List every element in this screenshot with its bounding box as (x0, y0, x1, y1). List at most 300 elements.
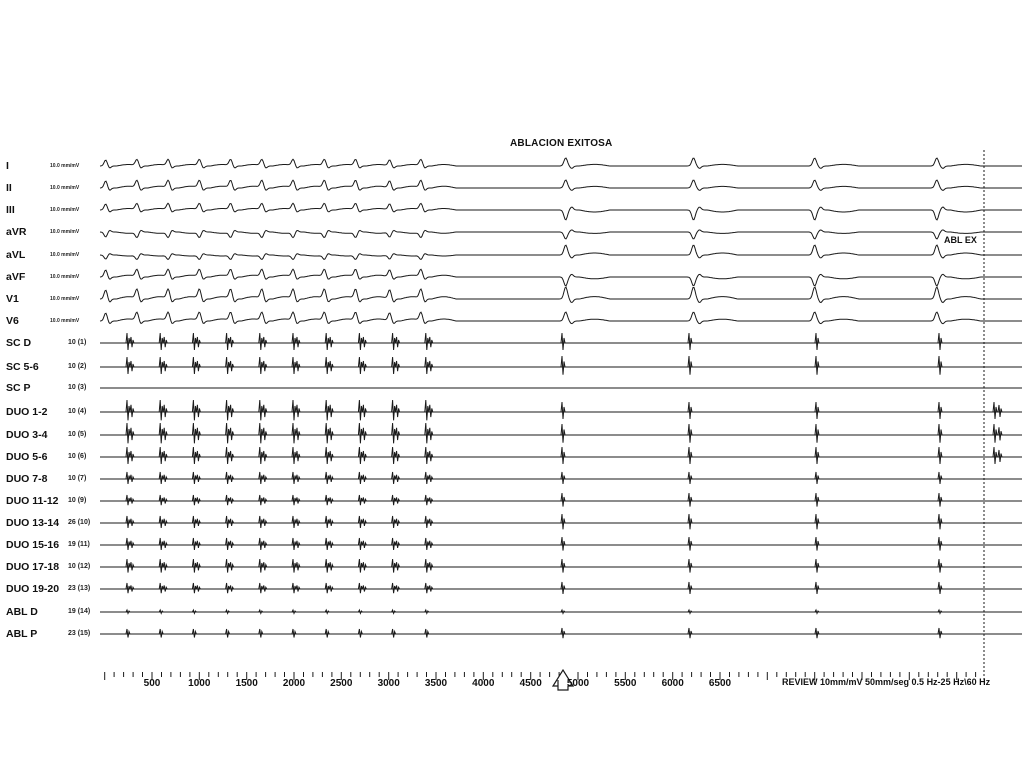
egm-spike (226, 559, 230, 573)
lead-label: DUO 11-12 (6, 495, 59, 507)
egm-spike (396, 585, 400, 591)
egm-spike (688, 356, 692, 375)
egm-spike (429, 451, 433, 461)
egm-spike (126, 559, 130, 573)
lead-gain: 19 (14) (68, 608, 91, 615)
egm-spike (815, 447, 819, 464)
egm-spike (429, 497, 433, 503)
egm-spike (561, 493, 565, 507)
egm-spike (126, 447, 130, 464)
lead-label: DUO 5-6 (6, 451, 48, 463)
recording-settings: REVIEW 10mm/mV 50mm/seg 0.5 Hz-25 Hz\60 Hz (782, 677, 991, 687)
egm-spike (815, 424, 819, 443)
egm-spike (259, 610, 263, 613)
lead-label: SC 5-6 (6, 361, 39, 373)
lead-label: SC D (6, 337, 32, 349)
trace-lead-0 (100, 158, 1022, 168)
lead-gain: 10 (4) (68, 408, 87, 415)
egm-spike (126, 610, 130, 613)
egm-spike (815, 402, 819, 419)
egm-spike (230, 337, 234, 347)
egm-spike (163, 428, 167, 440)
lead-label: DUO 19-20 (6, 583, 60, 595)
egm-spike (296, 541, 300, 548)
egm-spike (296, 361, 300, 371)
egm-spike (993, 447, 997, 464)
egm-spike (163, 361, 167, 371)
egm-spike (429, 475, 433, 482)
lead-label: DUO 17-18 (6, 561, 60, 573)
egm-spike (392, 583, 396, 593)
egm-spike (429, 337, 433, 347)
egm-spike (325, 447, 329, 464)
egm-spike (259, 495, 263, 505)
egm-spike (938, 610, 942, 613)
egm-spike (362, 475, 366, 482)
egm-spike (163, 519, 167, 526)
axis-tick-label: 500 (143, 678, 161, 689)
egm-spike (429, 405, 433, 417)
ecg-waveform (100, 312, 1022, 324)
egm-spike (159, 423, 163, 443)
egm-spike (815, 559, 819, 573)
egm-spike (196, 405, 200, 417)
egm-spike (130, 405, 134, 417)
egm-spike (192, 423, 196, 443)
lead-gain: 10 (9) (68, 497, 87, 504)
egm-spike (392, 516, 396, 528)
egm-spike (425, 629, 429, 638)
egm-spike (325, 629, 329, 638)
egm-spike (126, 538, 130, 550)
egm-spike (192, 357, 196, 374)
trace-lead-19 (100, 582, 1022, 594)
egm-spike (130, 585, 134, 591)
lead-label: DUO 3-4 (6, 429, 48, 441)
egm-spike (226, 333, 230, 350)
lead-label: aVF (6, 271, 26, 283)
egm-spike (688, 447, 692, 464)
lead-label: ABL P (6, 628, 38, 640)
egm-spike (226, 583, 230, 593)
axis-tick-label: 3500 (424, 678, 448, 689)
egm-spike (192, 610, 196, 613)
egm-spike (358, 357, 362, 374)
lead-gain: 10 (12) (68, 563, 91, 570)
egm-spike (425, 423, 429, 443)
egm-spike (192, 516, 196, 528)
egm-spike (159, 400, 163, 420)
egm-spike (159, 472, 163, 484)
lead-gain: 10 (3) (68, 384, 87, 391)
egm-spike (329, 519, 333, 526)
egm-spike (292, 538, 296, 550)
egm-spike (362, 337, 366, 347)
egm-spike (130, 497, 134, 503)
egm-spike (126, 423, 130, 443)
trace-lead-17 (100, 537, 1022, 551)
egm-spike (126, 357, 130, 374)
egm-spike (292, 400, 296, 420)
egm-spike (396, 428, 400, 440)
lead-gain: 10 (6) (68, 453, 87, 460)
egm-spike (396, 497, 400, 503)
egm-spike (259, 423, 263, 443)
egm-spike (358, 538, 362, 550)
egm-spike (192, 333, 196, 350)
lead-gain: 10.0 mm/mV (50, 207, 80, 213)
egm-spike (362, 405, 366, 417)
egm-spike (429, 541, 433, 548)
lead-label: V1 (6, 293, 19, 305)
egm-spike (159, 357, 163, 374)
lead-label: DUO 13-14 (6, 517, 60, 529)
egm-spike (259, 559, 263, 573)
lead-label: V6 (6, 315, 19, 327)
egm-spike (938, 402, 942, 419)
event-title: ABLACION EXITOSA (510, 138, 613, 149)
lead-label: DUO 15-16 (6, 539, 60, 551)
egm-spike (429, 519, 433, 526)
egm-spike (226, 516, 230, 528)
egm-spike (358, 516, 362, 528)
egm-spike (688, 514, 692, 529)
egm-spike (362, 541, 366, 548)
egm-spike (263, 497, 267, 503)
egm-spike (126, 495, 130, 505)
egm-spike (296, 405, 300, 417)
egm-spike (292, 333, 296, 350)
egm-spike (226, 423, 230, 443)
egm-spike (296, 562, 300, 570)
lead-gain: 10.0 mm/mV (50, 185, 80, 191)
egm-spike (196, 451, 200, 461)
egm-spike (259, 472, 263, 484)
ecg-waveform (100, 203, 1022, 220)
egm-spike (993, 402, 997, 419)
lead-gain: 10 (5) (68, 431, 87, 438)
lead-gain: 10.0 mm/mV (50, 274, 80, 280)
egm-spike (362, 497, 366, 503)
egm-spike (425, 472, 429, 484)
egm-spike (561, 333, 565, 350)
axis-tick-label: 4000 (472, 678, 495, 689)
trace-lead-8 (100, 333, 1022, 350)
egm-spike (938, 514, 942, 529)
egm-spike (263, 405, 267, 417)
egm-spike (358, 583, 362, 593)
egm-spike (938, 628, 942, 638)
egm-spike (296, 428, 300, 440)
egm-spike (192, 583, 196, 593)
egm-spike (329, 562, 333, 570)
egm-spike (159, 538, 163, 550)
egm-spike (688, 402, 692, 419)
egm-spike (938, 559, 942, 573)
egm-spike (325, 538, 329, 550)
egm-spike (259, 447, 263, 464)
egm-spike (126, 516, 130, 528)
egm-spike (392, 495, 396, 505)
egm-spike (130, 519, 134, 526)
egm-spike (815, 472, 819, 484)
egm-spike (358, 423, 362, 443)
egm-spike (329, 337, 333, 347)
egm-spike (329, 585, 333, 591)
trace-lead-11 (100, 400, 1022, 420)
egm-spike (325, 472, 329, 484)
lead-label: aVL (6, 249, 26, 261)
egm-spike (425, 357, 429, 374)
egm-spike (362, 519, 366, 526)
egm-spike (196, 428, 200, 440)
egm-spike (688, 628, 692, 638)
egm-spike (998, 405, 1002, 417)
egm-spike (126, 629, 130, 638)
ecg-waveform (100, 245, 1022, 259)
ecg-waveform (100, 287, 1022, 302)
egm-spike (196, 562, 200, 570)
egm-spike (130, 337, 134, 347)
lead-label: II (6, 182, 12, 194)
lead-label: aVR (6, 226, 27, 238)
egm-spike (429, 361, 433, 371)
egm-spike (192, 400, 196, 420)
egm-spike (358, 400, 362, 420)
egm-spike (226, 357, 230, 374)
egm-spike (263, 475, 267, 482)
egm-spike (259, 629, 263, 638)
egm-spike (425, 333, 429, 350)
egm-spike (362, 451, 366, 461)
egm-spike (130, 451, 134, 461)
axis-tick-label: 5000 (566, 678, 590, 689)
egm-spike (159, 610, 163, 613)
egm-spike (688, 472, 692, 484)
egm-spike (292, 447, 296, 464)
axis-tick-label: 6000 (661, 678, 684, 689)
axis-tick-label: 2500 (330, 678, 353, 689)
egm-spike (425, 538, 429, 550)
egm-spike (159, 629, 163, 638)
egm-spike (938, 356, 942, 375)
egm-spike (259, 516, 263, 528)
egm-spike (815, 537, 819, 551)
ecg-waveform (100, 269, 1022, 286)
egm-spike (230, 475, 234, 482)
egm-spike (561, 472, 565, 484)
egm-spike (429, 562, 433, 570)
egm-spike (396, 361, 400, 371)
lead-label: DUO 1-2 (6, 406, 48, 418)
egm-spike (263, 562, 267, 570)
trace-lead-7 (100, 312, 1022, 324)
egm-spike (263, 541, 267, 548)
axis-tick-label: 6500 (708, 678, 732, 689)
egm-spike (358, 447, 362, 464)
egm-spike (815, 582, 819, 594)
lead-label: DUO 7-8 (6, 473, 48, 485)
egm-spike (561, 447, 565, 464)
egm-spike (192, 538, 196, 550)
ecg-waveform (100, 180, 1022, 190)
egm-spike (263, 337, 267, 347)
egm-spike (292, 495, 296, 505)
egm-spike (192, 472, 196, 484)
egm-spike (163, 475, 167, 482)
egm-spike (392, 423, 396, 443)
lead-gain: 10.0 mm/mV (50, 318, 80, 324)
egm-spike (192, 495, 196, 505)
trace-lead-9 (100, 356, 1022, 375)
egm-spike (325, 400, 329, 420)
egm-spike (292, 516, 296, 528)
egm-spike (230, 562, 234, 570)
egm-spike (993, 424, 997, 443)
egm-spike (938, 537, 942, 551)
egm-spike (325, 333, 329, 350)
trace-lead-5 (100, 269, 1022, 286)
egm-spike (226, 495, 230, 505)
egm-spike (296, 497, 300, 503)
egm-spike (130, 562, 134, 570)
egm-spike (362, 562, 366, 570)
egm-spike (325, 559, 329, 573)
lead-label: SC P (6, 382, 31, 394)
ecg-waveform (100, 158, 1022, 168)
egm-spike (329, 497, 333, 503)
egm-spike (329, 541, 333, 548)
lead-gain: 26 (10) (68, 519, 91, 526)
egm-spike (396, 541, 400, 548)
egm-spike (938, 447, 942, 464)
egm-spike (259, 333, 263, 350)
lead-gain: 10 (1) (68, 339, 87, 346)
egm-spike (325, 610, 329, 613)
egm-spike (815, 356, 819, 375)
egm-spike (126, 472, 130, 484)
egm-spike (163, 451, 167, 461)
egm-spike (163, 585, 167, 591)
egm-spike (192, 447, 196, 464)
egm-spike (392, 357, 396, 374)
egm-spike (130, 475, 134, 482)
egm-spike (425, 583, 429, 593)
lead-label: III (6, 204, 15, 216)
egm-spike (329, 451, 333, 461)
egm-spike (938, 472, 942, 484)
egm-spike (938, 333, 942, 350)
egm-spike (196, 541, 200, 548)
lead-gain: 23 (13) (68, 585, 91, 592)
lead-gain: 10.0 mm/mV (50, 163, 80, 169)
egm-spike (163, 405, 167, 417)
egm-spike (230, 405, 234, 417)
egm-spike (263, 361, 267, 371)
lead-gain: 10 (2) (68, 363, 87, 370)
egm-spike (226, 538, 230, 550)
egm-spike (396, 519, 400, 526)
egm-spike (296, 451, 300, 461)
egm-spike (938, 424, 942, 443)
egm-spike (396, 475, 400, 482)
egm-spike (196, 475, 200, 482)
ecg-waveform (100, 230, 1022, 239)
egm-spike (358, 472, 362, 484)
egm-spike (325, 495, 329, 505)
egm-spike (263, 428, 267, 440)
egm-spike (263, 585, 267, 591)
egm-spike (358, 333, 362, 350)
trace-lead-3 (100, 230, 1022, 239)
egm-spike (126, 400, 130, 420)
egm-spike (230, 519, 234, 526)
egm-spike (358, 495, 362, 505)
egm-spike (688, 493, 692, 507)
egm-spike (392, 538, 396, 550)
egm-spike (292, 583, 296, 593)
egm-spike (998, 427, 1002, 440)
egm-spike (561, 559, 565, 573)
egm-spike (230, 361, 234, 371)
egm-spike (230, 497, 234, 503)
egm-spike (126, 583, 130, 593)
egm-spike (561, 356, 565, 375)
egm-spike (226, 629, 230, 638)
egm-spike (263, 451, 267, 461)
egm-spike (159, 447, 163, 464)
egm-spike (130, 541, 134, 548)
axis-tick-label: 2000 (282, 678, 306, 689)
egm-spike (938, 582, 942, 594)
lead-gain: 19 (11) (68, 541, 90, 548)
egm-spike (815, 333, 819, 350)
trace-lead-15 (100, 493, 1022, 507)
egm-spike (358, 629, 362, 638)
egm-spike (296, 585, 300, 591)
egm-spike (126, 333, 130, 350)
egm-spike (815, 493, 819, 507)
lead-gain: 10.0 mm/mV (50, 229, 80, 235)
egm-spike (688, 559, 692, 573)
egm-spike (230, 428, 234, 440)
egm-spike (396, 405, 400, 417)
trace-lead-16 (100, 514, 1022, 529)
egm-spike (561, 610, 565, 613)
egm-spike (230, 585, 234, 591)
egm-spike (292, 472, 296, 484)
egm-spike (362, 585, 366, 591)
egm-spike (392, 610, 396, 613)
egm-spike (259, 400, 263, 420)
egm-spike (263, 519, 267, 526)
egm-spike (392, 333, 396, 350)
egm-spike (425, 610, 429, 613)
egm-spike (358, 559, 362, 573)
lead-label: I (6, 160, 9, 172)
egm-spike (561, 537, 565, 551)
egm-spike (392, 400, 396, 420)
egm-spike (130, 428, 134, 440)
egm-spike (392, 559, 396, 573)
egm-spike (396, 337, 400, 347)
trace-lead-20 (100, 610, 1022, 613)
egm-spike (259, 357, 263, 374)
egm-spike (688, 424, 692, 443)
lead-label: ABL D (6, 606, 38, 618)
egm-spike (329, 405, 333, 417)
egm-spike (425, 400, 429, 420)
